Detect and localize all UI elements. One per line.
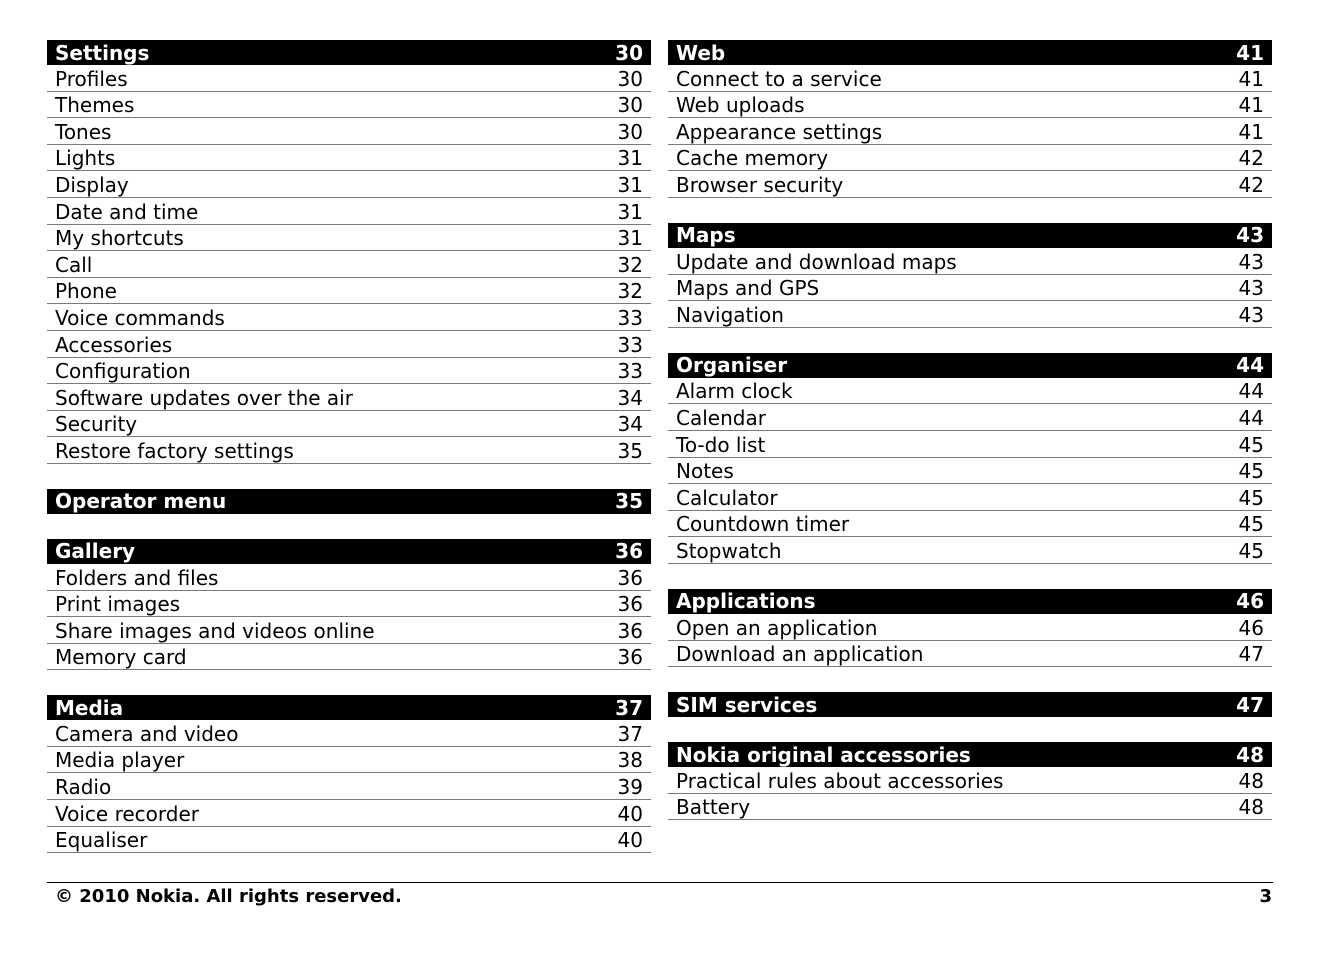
toc-entry-page: 40 — [617, 801, 643, 826]
toc-entry-page: 34 — [617, 385, 643, 410]
toc-entry[interactable] — [47, 118, 651, 145]
toc-entry-label: Call — [55, 252, 93, 277]
section-header[interactable] — [47, 489, 651, 514]
section-header[interactable] — [668, 589, 1272, 614]
toc-entry-label: Alarm clock — [676, 379, 793, 404]
section-title: SIM services — [676, 692, 818, 717]
toc-entry-page: 47 — [1238, 642, 1264, 667]
toc-entry-page: 30 — [617, 119, 643, 144]
toc-entry-page: 38 — [617, 748, 643, 773]
toc-entry[interactable] — [47, 198, 651, 225]
toc-entry-page: 31 — [617, 146, 643, 171]
section-title: Operator menu — [55, 489, 227, 514]
toc-column-left — [47, 40, 651, 878]
toc-entry[interactable] — [47, 384, 651, 411]
toc-entry[interactable] — [47, 747, 651, 774]
section-page-number: 48 — [1236, 742, 1264, 767]
toc-entry[interactable] — [47, 145, 651, 172]
toc-entry[interactable] — [668, 65, 1272, 92]
toc-entry[interactable] — [47, 720, 651, 747]
toc-entry-label: Notes — [676, 459, 734, 484]
toc-entry[interactable] — [668, 511, 1272, 538]
toc-entry-label: Themes — [55, 93, 135, 118]
toc-entry[interactable] — [47, 278, 651, 305]
toc-entry[interactable] — [668, 484, 1272, 511]
toc-entry-label: Maps and GPS — [676, 276, 820, 301]
toc-entry[interactable] — [47, 171, 651, 198]
toc-entry-page: 31 — [617, 199, 643, 224]
section-header[interactable] — [47, 695, 651, 720]
toc-entry-page: 48 — [1238, 795, 1264, 820]
toc-entry[interactable] — [668, 118, 1272, 145]
toc-entry[interactable] — [668, 275, 1272, 302]
toc-entry-label: Lights — [55, 146, 116, 171]
toc-entry-label: Web uploads — [676, 93, 805, 118]
toc-entry[interactable] — [47, 331, 651, 358]
toc-entry-label: Restore factory settings — [55, 438, 294, 463]
toc-entry-page: 33 — [617, 305, 643, 330]
toc-entry-page: 40 — [617, 828, 643, 853]
toc-entry-label: Calculator — [676, 485, 778, 510]
toc-entry[interactable] — [47, 564, 651, 591]
toc-entry-label: Download an application — [676, 642, 924, 667]
toc-entry-page: 39 — [617, 775, 643, 800]
section-title: Web — [676, 40, 726, 65]
toc-entry[interactable] — [668, 641, 1272, 668]
section-header[interactable] — [668, 692, 1272, 717]
toc-entry[interactable] — [47, 827, 651, 854]
section-page-number: 37 — [615, 695, 643, 720]
toc-entry-page: 41 — [1238, 119, 1264, 144]
section-page-number: 46 — [1236, 589, 1264, 614]
toc-entry-page: 32 — [617, 279, 643, 304]
toc-entry-label: Share images and videos online — [55, 618, 375, 643]
toc-section — [47, 489, 651, 514]
toc-entry-label: Voice recorder — [55, 801, 199, 826]
toc-entry[interactable] — [47, 591, 651, 618]
toc-entry[interactable] — [47, 773, 651, 800]
section-title: Media — [55, 695, 124, 720]
toc-entry-label: Navigation — [676, 302, 784, 327]
toc-entry[interactable] — [47, 437, 651, 464]
section-header[interactable] — [47, 539, 651, 564]
toc-entry-label: Voice commands — [55, 305, 225, 330]
section-header[interactable] — [668, 353, 1272, 378]
toc-entry-label: Memory card — [55, 645, 187, 670]
toc-entry-label: Battery — [676, 795, 751, 820]
toc-entry-label: Display — [55, 172, 129, 197]
section-header[interactable] — [47, 40, 651, 65]
footer-page-number: 3 — [1259, 886, 1272, 907]
toc-entry-label: Equaliser — [55, 828, 148, 853]
toc-entry-page: 32 — [617, 252, 643, 277]
toc-entry-page: 35 — [617, 438, 643, 463]
toc-entry-page: 43 — [1238, 276, 1264, 301]
toc-entry-page: 36 — [617, 592, 643, 617]
toc-entry-page: 45 — [1238, 459, 1264, 484]
toc-entry[interactable] — [47, 617, 651, 644]
toc-entry-page: 45 — [1238, 485, 1264, 510]
toc-entry-label: Profiles — [55, 66, 128, 91]
footer-divider — [47, 882, 1273, 883]
toc-entry-label: Calendar — [676, 405, 766, 430]
toc-entry[interactable] — [668, 378, 1272, 405]
toc-entry-label: Folders and files — [55, 565, 219, 590]
toc-entry-label: Security — [55, 412, 138, 437]
toc-entry[interactable] — [668, 794, 1272, 821]
toc-entry[interactable] — [668, 248, 1272, 275]
section-page-number: 35 — [615, 489, 643, 514]
toc-entry-page: 36 — [617, 618, 643, 643]
toc-entry-label: Practical rules about accessories — [676, 768, 1004, 793]
toc-entry-page: 33 — [617, 332, 643, 357]
toc-entry[interactable] — [47, 358, 651, 385]
section-title: Nokia original accessories — [676, 742, 971, 767]
section-header[interactable] — [668, 223, 1272, 248]
section-page-number: 36 — [615, 539, 643, 564]
toc-entry-label: Media player — [55, 748, 185, 773]
toc-section — [668, 589, 1272, 667]
toc-entry-page: 36 — [617, 565, 643, 590]
toc-entry-page: 46 — [1238, 615, 1264, 640]
toc-entry-label: Radio — [55, 775, 112, 800]
toc-entry-label: Open an application — [676, 615, 878, 640]
toc-entry-page: 44 — [1238, 379, 1264, 404]
section-title: Applications — [676, 589, 816, 614]
section-title: Organiser — [676, 353, 788, 378]
toc-entry[interactable] — [668, 145, 1272, 172]
toc-entry[interactable] — [668, 404, 1272, 431]
toc-entry-label: Camera and video — [55, 721, 239, 746]
toc-entry-page: 48 — [1238, 768, 1264, 793]
toc-entry-label: Tones — [55, 119, 112, 144]
toc-entry-label: Countdown timer — [676, 512, 850, 537]
toc-entry-label: Print images — [55, 592, 181, 617]
toc-entry-page: 31 — [617, 226, 643, 251]
toc-entry[interactable] — [47, 65, 651, 92]
section-header[interactable] — [668, 742, 1272, 767]
footer-copyright: © 2010 Nokia. All rights reserved. — [55, 886, 402, 907]
section-page-number: 44 — [1236, 353, 1264, 378]
toc-entry[interactable] — [47, 304, 651, 331]
toc-entry-label: Appearance settings — [676, 119, 883, 144]
toc-entry-page: 41 — [1238, 93, 1264, 118]
toc-section — [668, 40, 1272, 198]
toc-entry[interactable] — [668, 458, 1272, 485]
toc-entry-page: 43 — [1238, 302, 1264, 327]
section-title: Maps — [676, 223, 736, 248]
toc-entry[interactable] — [668, 431, 1272, 458]
toc-section — [668, 353, 1272, 564]
toc-entry-page: 34 — [617, 412, 643, 437]
toc-entry-page: 36 — [617, 645, 643, 670]
toc-entry-page: 33 — [617, 359, 643, 384]
toc-entry[interactable] — [47, 92, 651, 119]
toc-entry-page: 42 — [1238, 146, 1264, 171]
toc-entry-label: Connect to a service — [676, 66, 882, 91]
toc-entry-label: My shortcuts — [55, 226, 184, 251]
toc-entry[interactable] — [668, 171, 1272, 198]
toc-entry-label: Stopwatch — [676, 538, 782, 563]
toc-entry[interactable] — [47, 225, 651, 252]
toc-entry-page: 30 — [617, 66, 643, 91]
toc-entry-label: Configuration — [55, 359, 191, 384]
section-title: Gallery — [55, 539, 136, 564]
toc-entry-page: 42 — [1238, 172, 1264, 197]
toc-entry-label: Software updates over the air — [55, 385, 353, 410]
toc-entry-page: 37 — [617, 721, 643, 746]
section-page-number: 41 — [1236, 40, 1264, 65]
toc-entry-label: Update and download maps — [676, 249, 957, 274]
toc-entry[interactable] — [47, 411, 651, 438]
toc-entry-label: To-do list — [676, 432, 766, 457]
toc-entry-page: 45 — [1238, 538, 1264, 563]
section-header[interactable] — [668, 40, 1272, 65]
toc-entry-page: 31 — [617, 172, 643, 197]
toc-entry[interactable] — [668, 92, 1272, 119]
toc-section — [47, 539, 651, 670]
toc-entry[interactable] — [668, 767, 1272, 794]
toc-entry-label: Browser security — [676, 172, 844, 197]
toc-section — [668, 742, 1272, 820]
toc-entry-page: 41 — [1238, 66, 1264, 91]
toc-entry[interactable] — [668, 301, 1272, 328]
toc-entry-label: Date and time — [55, 199, 199, 224]
section-page-number: 47 — [1236, 692, 1264, 717]
toc-entry-page: 43 — [1238, 249, 1264, 274]
toc-entry[interactable] — [668, 614, 1272, 641]
toc-entry-page: 44 — [1238, 405, 1264, 430]
toc-entry[interactable] — [47, 644, 651, 671]
toc-entry-label: Accessories — [55, 332, 173, 357]
toc-entry[interactable] — [668, 537, 1272, 564]
toc-section — [47, 40, 651, 464]
toc-entry-page: 45 — [1238, 512, 1264, 537]
toc-section — [47, 695, 651, 853]
toc-entry-page: 30 — [617, 93, 643, 118]
toc-column-right — [668, 40, 1272, 845]
toc-section — [668, 223, 1272, 328]
toc-section — [668, 692, 1272, 717]
toc-entry[interactable] — [47, 800, 651, 827]
section-title: Settings — [55, 40, 150, 65]
section-page-number: 43 — [1236, 223, 1264, 248]
toc-entry-page: 45 — [1238, 432, 1264, 457]
toc-entry-label: Phone — [55, 279, 117, 304]
section-page-number: 30 — [615, 40, 643, 65]
toc-entry[interactable] — [47, 251, 651, 278]
toc-entry-label: Cache memory — [676, 146, 829, 171]
